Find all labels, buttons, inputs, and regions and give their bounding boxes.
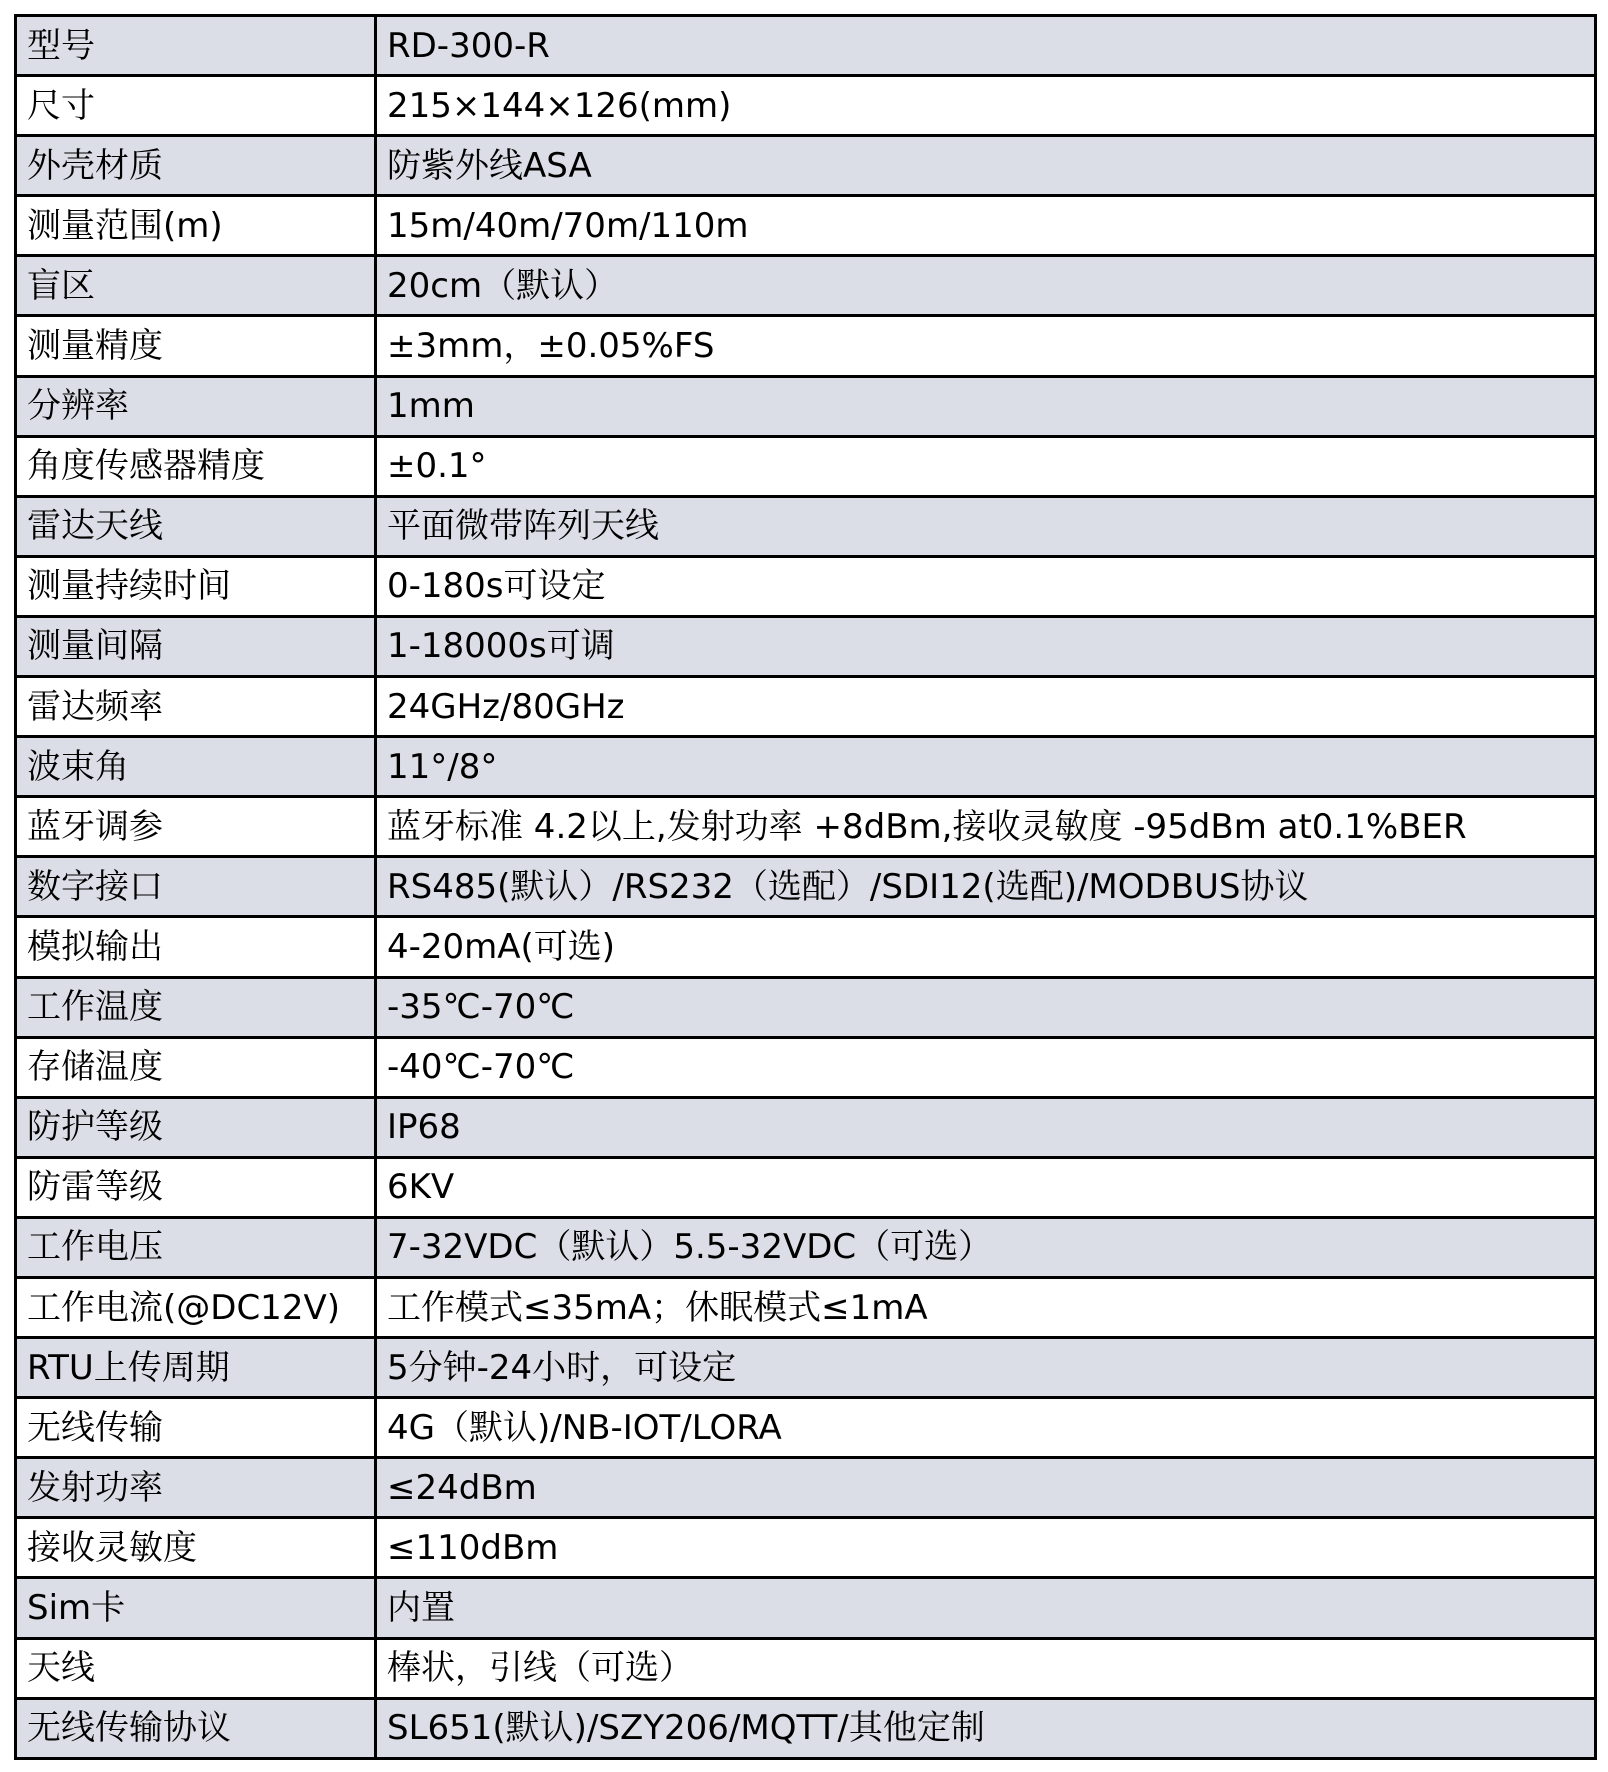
spec-row: [16, 1338, 1596, 1398]
spec-row: [16, 1518, 1596, 1578]
spec-label: 接收灵敏度: [16, 1518, 376, 1578]
spec-label: 角度传感器精度: [16, 436, 376, 496]
spec-label: 测量范围(m): [16, 196, 376, 256]
spec-value: 20cm（默认）: [376, 256, 1596, 316]
spec-value: 4G（默认)/NB-IOT/LORA: [376, 1398, 1596, 1458]
spec-value: -35℃-70℃: [376, 977, 1596, 1037]
spec-row: [16, 196, 1596, 256]
spec-row: [16, 1217, 1596, 1277]
spec-row: [16, 76, 1596, 136]
spec-label: 无线传输: [16, 1398, 376, 1458]
spec-label: 型号: [16, 16, 376, 76]
spec-value: 蓝牙标准 4.2以上,发射功率 +8dBm,接收灵敏度 -95dBm at0.1%BER: [376, 797, 1596, 857]
spec-value: RS485(默认）/RS232（选配）/SDI12(选配)/MODBUS协议: [376, 857, 1596, 917]
spec-label: RTU上传周期: [16, 1338, 376, 1398]
spec-value: 24GHz/80GHz: [376, 677, 1596, 737]
spec-row: [16, 797, 1596, 857]
spec-value: 1-18000s可调: [376, 616, 1596, 676]
spec-value: ≤24dBm: [376, 1458, 1596, 1518]
spec-label: 模拟输出: [16, 917, 376, 977]
spec-value: 15m/40m/70m/110m: [376, 196, 1596, 256]
spec-row: [16, 1097, 1596, 1157]
spec-value: 平面微带阵列天线: [376, 496, 1596, 556]
spec-label: 外壳材质: [16, 136, 376, 196]
spec-value: 4-20mA(可选): [376, 917, 1596, 977]
spec-value: 1mm: [376, 376, 1596, 436]
spec-row: [16, 16, 1596, 76]
spec-row: [16, 436, 1596, 496]
spec-label: 雷达天线: [16, 496, 376, 556]
spec-value: 11°/8°: [376, 737, 1596, 797]
spec-label: 测量精度: [16, 316, 376, 376]
spec-value: SL651(默认)/SZY206/MQTT/其他定制: [376, 1698, 1596, 1758]
spec-label: 波束角: [16, 737, 376, 797]
spec-row: [16, 376, 1596, 436]
spec-value: ±0.1°: [376, 436, 1596, 496]
spec-label: 盲区: [16, 256, 376, 316]
spec-value: IP68: [376, 1097, 1596, 1157]
spec-value: 215×144×126(mm): [376, 76, 1596, 136]
spec-value: ±3mm，±0.05%FS: [376, 316, 1596, 376]
spec-value: 棒状，引线（可选）: [376, 1638, 1596, 1698]
spec-value: ≤110dBm: [376, 1518, 1596, 1578]
spec-row: [16, 1578, 1596, 1638]
spec-label: 雷达频率: [16, 677, 376, 737]
spec-row: [16, 1458, 1596, 1518]
spec-value: -40℃-70℃: [376, 1037, 1596, 1097]
spec-label: Sim卡: [16, 1578, 376, 1638]
spec-label: 工作电流(@DC12V): [16, 1277, 376, 1337]
spec-label: 防雷等级: [16, 1157, 376, 1217]
spec-row: [16, 556, 1596, 616]
spec-row: [16, 677, 1596, 737]
spec-value: 0-180s可设定: [376, 556, 1596, 616]
spec-row: [16, 1037, 1596, 1097]
spec-table: [14, 14, 1597, 1760]
spec-label: 测量间隔: [16, 616, 376, 676]
spec-value: 7-32VDC（默认）5.5-32VDC（可选）: [376, 1217, 1596, 1277]
spec-value: 防紫外线ASA: [376, 136, 1596, 196]
spec-label: 蓝牙调参: [16, 797, 376, 857]
spec-label: 尺寸: [16, 76, 376, 136]
spec-label: 发射功率: [16, 1458, 376, 1518]
spec-row: [16, 737, 1596, 797]
spec-row: [16, 616, 1596, 676]
spec-row: [16, 136, 1596, 196]
spec-label: 无线传输协议: [16, 1698, 376, 1758]
spec-table-body: [16, 16, 1596, 1759]
spec-label: 测量持续时间: [16, 556, 376, 616]
spec-row: [16, 977, 1596, 1037]
spec-row: [16, 1277, 1596, 1337]
spec-value: 6KV: [376, 1157, 1596, 1217]
spec-row: [16, 917, 1596, 977]
spec-row: [16, 857, 1596, 917]
spec-row: [16, 1157, 1596, 1217]
spec-row: [16, 316, 1596, 376]
spec-label: 数字接口: [16, 857, 376, 917]
spec-row: [16, 1398, 1596, 1458]
spec-label: 天线: [16, 1638, 376, 1698]
spec-label: 工作电压: [16, 1217, 376, 1277]
spec-label: 分辨率: [16, 376, 376, 436]
spec-value: 工作模式≤35mA；休眠模式≤1mA: [376, 1277, 1596, 1337]
spec-value: 5分钟-24小时，可设定: [376, 1338, 1596, 1398]
spec-row: [16, 256, 1596, 316]
spec-row: [16, 496, 1596, 556]
spec-row: [16, 1698, 1596, 1758]
spec-label: 存储温度: [16, 1037, 376, 1097]
spec-value: 内置: [376, 1578, 1596, 1638]
spec-label: 工作温度: [16, 977, 376, 1037]
spec-row: [16, 1638, 1596, 1698]
spec-label: 防护等级: [16, 1097, 376, 1157]
spec-value: RD-300-R: [376, 16, 1596, 76]
